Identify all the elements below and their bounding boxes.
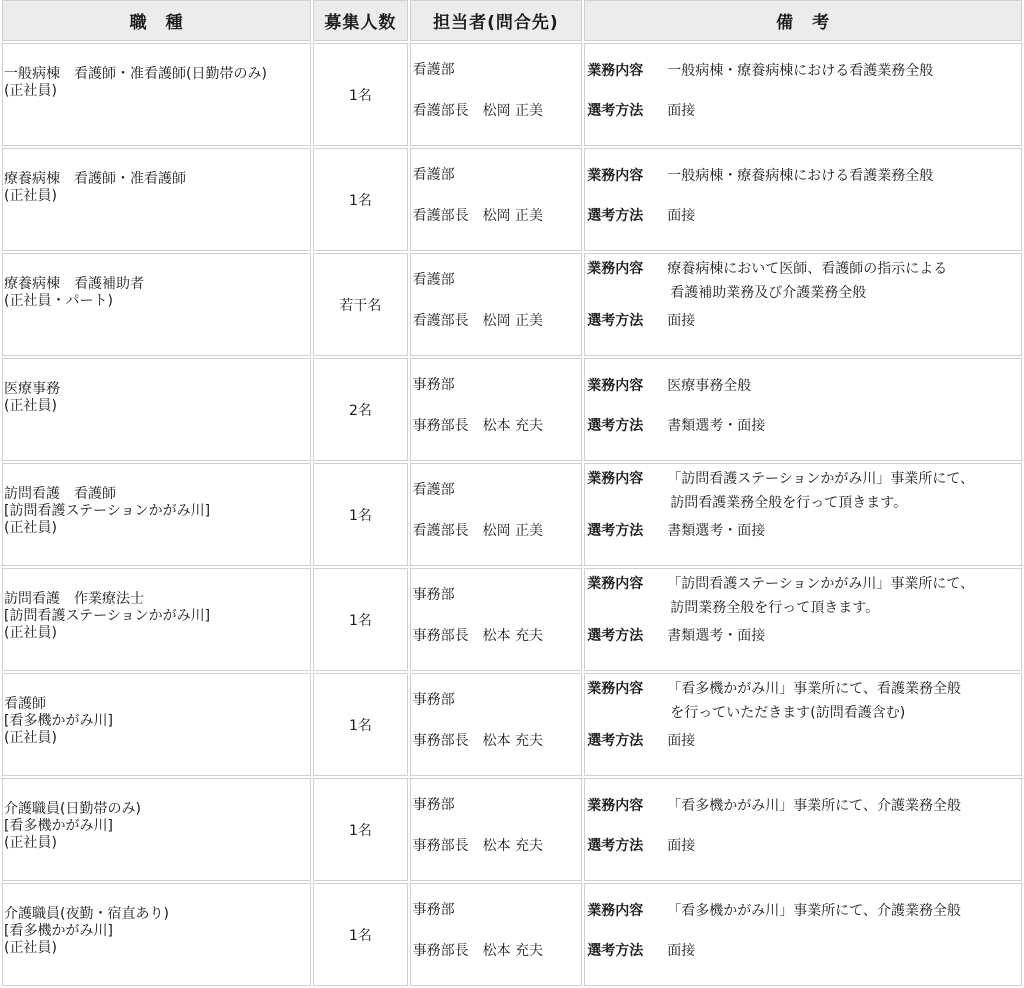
contact-department: 事務部 bbox=[412, 692, 455, 708]
contact-manager: 看護部長 松岡 正美 bbox=[412, 523, 544, 539]
selection-label: 選考方法 bbox=[587, 103, 644, 119]
selection-label: 選考方法 bbox=[587, 628, 644, 644]
job-title-line: 療養病棟 看護師・准看護師 bbox=[4, 171, 186, 187]
duties-block bbox=[587, 572, 974, 620]
contact-manager: 看護部長 松岡 正美 bbox=[412, 103, 544, 119]
job-title-cell bbox=[2, 43, 311, 146]
selection-block bbox=[587, 310, 695, 330]
table-row bbox=[2, 463, 1022, 566]
duties-block bbox=[587, 164, 933, 188]
selection-method: 面接 bbox=[667, 838, 696, 854]
job-title-line: 訪問看護 看護師 bbox=[4, 486, 116, 502]
duties-text: 一般病棟・療養病棟における看護業務全般 bbox=[667, 63, 934, 79]
duties-label: 業務内容 bbox=[587, 903, 644, 919]
selection-block bbox=[587, 205, 695, 225]
job-count-cell: 2名 bbox=[313, 358, 407, 461]
contact-cell bbox=[410, 778, 583, 881]
duties-text-continued: 訪問業務全般を行って頂きます。 bbox=[670, 600, 880, 616]
job-title-line: [看多機かがみ川] bbox=[4, 923, 113, 939]
contact-manager: 看護部長 松岡 正美 bbox=[412, 208, 544, 224]
duties-block bbox=[587, 59, 933, 83]
header-job-type: 職 種 bbox=[2, 0, 311, 41]
selection-method: 書類選考・面接 bbox=[667, 628, 766, 644]
table-row bbox=[2, 43, 1022, 146]
selection-block bbox=[587, 940, 695, 960]
selection-block bbox=[587, 730, 695, 750]
duties-text: 「看多機かがみ川」事業所にて、看護業務全般 bbox=[667, 681, 961, 697]
contact-department: 事務部 bbox=[412, 902, 455, 918]
contact-cell bbox=[410, 43, 583, 146]
job-title-cell bbox=[2, 673, 311, 776]
job-count-cell: 1名 bbox=[313, 673, 407, 776]
selection-method: 面接 bbox=[667, 733, 696, 749]
duties-block bbox=[587, 374, 751, 398]
selection-label: 選考方法 bbox=[587, 418, 644, 434]
job-title-cell bbox=[2, 883, 311, 986]
table-row bbox=[2, 673, 1022, 776]
job-title-cell bbox=[2, 148, 311, 251]
job-title-line: (正社員) bbox=[4, 625, 57, 641]
contact-cell bbox=[410, 148, 583, 251]
duties-block bbox=[587, 467, 974, 515]
duties-label: 業務内容 bbox=[587, 576, 644, 592]
job-title-line: (正社員) bbox=[4, 83, 57, 99]
contact-manager: 看護部長 松岡 正美 bbox=[412, 313, 544, 329]
duties-text: 一般病棟・療養病棟における看護業務全般 bbox=[667, 168, 934, 184]
job-rows bbox=[2, 43, 1022, 986]
contact-manager: 事務部長 松本 充夫 bbox=[412, 733, 544, 749]
contact-cell bbox=[410, 673, 583, 776]
job-title-line: 介護職員(日勤帯のみ) bbox=[4, 801, 141, 817]
selection-label: 選考方法 bbox=[587, 208, 644, 224]
contact-manager: 事務部長 松本 充夫 bbox=[412, 943, 544, 959]
contact-department: 事務部 bbox=[412, 797, 455, 813]
job-title-line: [看多機かがみ川] bbox=[4, 818, 113, 834]
selection-label: 選考方法 bbox=[587, 733, 644, 749]
contact-department: 看護部 bbox=[412, 482, 455, 498]
job-title-line: (正社員・パート) bbox=[4, 293, 113, 309]
job-title-cell bbox=[2, 253, 311, 356]
duties-block bbox=[587, 677, 961, 725]
duties-label: 業務内容 bbox=[587, 378, 644, 394]
selection-method: 書類選考・面接 bbox=[667, 523, 766, 539]
job-title-line: 療養病棟 看護補助者 bbox=[4, 276, 144, 292]
header-notes: 備 考 bbox=[584, 0, 1022, 41]
contact-manager: 事務部長 松本 充夫 bbox=[412, 628, 544, 644]
duties-text: 「訪問看護ステーションかがみ川」事業所にて、 bbox=[667, 576, 975, 592]
job-title-line: 医療事務 bbox=[4, 381, 60, 397]
selection-block bbox=[587, 415, 765, 435]
duties-text: 医療事務全般 bbox=[667, 378, 752, 394]
duties-text-continued: を行っていただきます(訪問看護含む) bbox=[670, 705, 906, 721]
selection-label: 選考方法 bbox=[587, 313, 644, 329]
contact-manager: 事務部長 松本 充夫 bbox=[412, 838, 544, 854]
job-count-cell: 1名 bbox=[313, 463, 407, 566]
duties-label: 業務内容 bbox=[587, 168, 644, 184]
duties-label: 業務内容 bbox=[587, 471, 644, 487]
table-row bbox=[2, 778, 1022, 881]
job-title-cell bbox=[2, 358, 311, 461]
table-row bbox=[2, 148, 1022, 251]
job-count-cell: 若干名 bbox=[313, 253, 407, 356]
job-count-cell: 1名 bbox=[313, 883, 407, 986]
job-title-line: (正社員) bbox=[4, 835, 57, 851]
duties-block bbox=[587, 257, 947, 305]
selection-label: 選考方法 bbox=[587, 523, 644, 539]
duties-text: 「看多機かがみ川」事業所にて、介護業務全般 bbox=[667, 903, 961, 919]
job-title-line: (正社員) bbox=[4, 730, 57, 746]
selection-block bbox=[587, 520, 765, 540]
selection-block bbox=[587, 100, 695, 120]
selection-block bbox=[587, 625, 765, 645]
header-count: 募集人数 bbox=[313, 0, 407, 41]
table-row bbox=[2, 568, 1022, 671]
duties-label: 業務内容 bbox=[587, 63, 644, 79]
duties-block bbox=[587, 794, 961, 818]
table-row bbox=[2, 883, 1022, 986]
job-title-cell bbox=[2, 568, 311, 671]
notes-cell bbox=[584, 883, 1022, 986]
header-row bbox=[2, 0, 1022, 41]
job-title-line: 一般病棟 看護師・准看護師(日勤帯のみ) bbox=[4, 66, 267, 82]
notes-cell bbox=[584, 568, 1022, 671]
notes-cell bbox=[584, 43, 1022, 146]
contact-department: 事務部 bbox=[412, 377, 455, 393]
header-contact: 担当者(問合先) bbox=[410, 0, 583, 41]
job-title-line: 訪問看護 作業療法士 bbox=[4, 591, 144, 607]
contact-cell bbox=[410, 253, 583, 356]
contact-department: 看護部 bbox=[412, 167, 455, 183]
job-count-cell: 1名 bbox=[313, 43, 407, 146]
job-title-line: (正社員) bbox=[4, 188, 57, 204]
notes-cell bbox=[584, 673, 1022, 776]
contact-department: 事務部 bbox=[412, 587, 455, 603]
selection-method: 面接 bbox=[667, 103, 696, 119]
duties-block bbox=[587, 899, 961, 923]
contact-cell bbox=[410, 568, 583, 671]
notes-cell bbox=[584, 148, 1022, 251]
duties-label: 業務内容 bbox=[587, 261, 644, 277]
job-title-cell bbox=[2, 463, 311, 566]
notes-cell bbox=[584, 358, 1022, 461]
selection-method: 面接 bbox=[667, 208, 696, 224]
job-title-cell bbox=[2, 778, 311, 881]
job-title-line: 介護職員(夜勤・宿直あり) bbox=[4, 906, 169, 922]
notes-cell bbox=[584, 253, 1022, 356]
contact-cell bbox=[410, 463, 583, 566]
notes-cell bbox=[584, 778, 1022, 881]
table-row bbox=[2, 358, 1022, 461]
contact-department: 看護部 bbox=[412, 62, 455, 78]
contact-department: 看護部 bbox=[412, 272, 455, 288]
contact-cell bbox=[410, 883, 583, 986]
contact-manager: 事務部長 松本 充夫 bbox=[412, 418, 544, 434]
selection-method: 面接 bbox=[667, 313, 696, 329]
job-title-line: (正社員) bbox=[4, 940, 57, 956]
job-title-line: [訪問看護ステーションかがみ川] bbox=[4, 608, 211, 624]
table-row bbox=[2, 253, 1022, 356]
selection-method: 面接 bbox=[667, 943, 696, 959]
job-count-cell: 1名 bbox=[313, 568, 407, 671]
job-count-cell: 1名 bbox=[313, 148, 407, 251]
duties-text-continued: 看護補助業務及び介護業務全般 bbox=[670, 285, 867, 301]
job-title-line: (正社員) bbox=[4, 398, 57, 414]
duties-text: 療養病棟において医師、看護師の指示による bbox=[667, 261, 948, 277]
job-count-cell: 1名 bbox=[313, 778, 407, 881]
selection-method: 書類選考・面接 bbox=[667, 418, 766, 434]
selection-label: 選考方法 bbox=[587, 838, 644, 854]
duties-text-continued: 訪問看護業務全般を行って頂きます。 bbox=[670, 495, 908, 511]
contact-cell bbox=[410, 358, 583, 461]
selection-block bbox=[587, 835, 695, 855]
selection-label: 選考方法 bbox=[587, 943, 644, 959]
notes-cell bbox=[584, 463, 1022, 566]
duties-text: 「訪問看護ステーションかがみ川」事業所にて、 bbox=[667, 471, 975, 487]
duties-label: 業務内容 bbox=[587, 681, 644, 697]
job-title-line: (正社員) bbox=[4, 520, 57, 536]
duties-label: 業務内容 bbox=[587, 798, 644, 814]
job-title-line: [看多機かがみ川] bbox=[4, 713, 113, 729]
job-title-line: 看護師 bbox=[4, 696, 46, 712]
duties-text: 「看多機かがみ川」事業所にて、介護業務全般 bbox=[667, 798, 961, 814]
job-title-line: [訪問看護ステーションかがみ川] bbox=[4, 503, 211, 519]
